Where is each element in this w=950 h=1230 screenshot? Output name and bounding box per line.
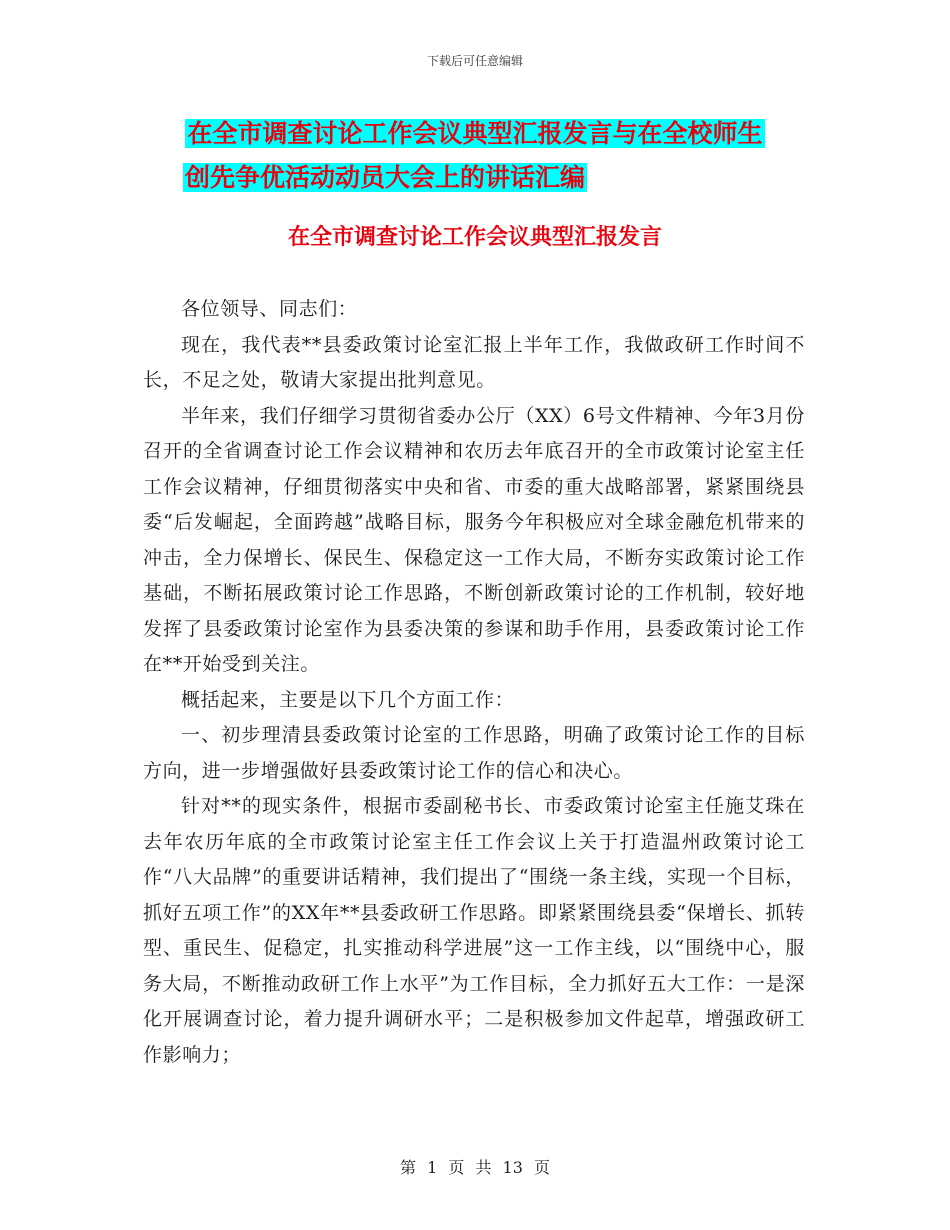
paragraph: 一、初步理清县委政策讨论室的工作思路，明确了政策讨论工作的目标方向，进一步增强做好县委政策讨论工作的信心和决心。 xyxy=(143,724,805,782)
paragraph: 现在，我代表**县委政策讨论室汇报上半年工作，我做政研工作时间不长，不足之处，敬请大家提出批判意见。 xyxy=(143,333,805,391)
paragraph: 针对**的现实条件，根据市委副秘书长、市委政策讨论室主任施艾珠在去年农历年底的全市政策讨论室主任工作会议上关于打造温州政策讨论工作“八大品牌”的重要讲话精神，我们提出了“围绕一条主线，实现一个目标，抓好五项工作”的XX年**县委政研工作思路。即紧紧围绕县委“保增长、抓转型、重民生、促稳定，扎实推动科学进展”这一工作主线，以“围绕中心，服务大局，不断推动政研工作上水平”为工作目标，全力抓好五大工作：一是深化开展调查讨论，着力提升调研水平；二是积极参加文件起草，增强政研工作影响力； xyxy=(143,795,805,1066)
document-title-line-1 xyxy=(0,112,950,156)
document-title-line-2 xyxy=(0,156,860,200)
page-footer: 第 1 页 共 13 页 xyxy=(400,1158,550,1177)
paragraph: 各位领导、同志们： xyxy=(181,298,358,320)
document-title-line-2-text: 创先争优活动动员大会上的讲话汇编 xyxy=(184,163,585,192)
paragraph: 概括起来，主要是以下几个方面工作： xyxy=(181,688,515,711)
document-title-line-1-text: 在全市调查讨论工作会议典型汇报发言与在全校师生 xyxy=(187,119,763,148)
document-body xyxy=(143,292,805,1073)
paragraph: 半年来，我们仔细学习贯彻省委办公厅（XX）6号文件精神、今年3月份召开的全省调查讨论工作会议精神和农历去年底召开的全市政策讨论室主任工作会议精神，仔细贯彻落实中央和省、市委的重大战略部署，紧紧围绕县委“后发崛起，全面跨越”战略目标，服务今年积极应对全球金融危机带来的冲击，全力保增长、保民生、保稳定这一工作大局，不断夯实政策讨论工作基础，不断拓展政策讨论工作思路，不断创新政策讨论的工作机制，较好地发挥了县委政策讨论室作为县委决策的参谋和助手作用，县委政策讨论工作在**开始受到关注。 xyxy=(143,404,805,675)
header-note: 下载后可任意编辑 xyxy=(426,54,523,68)
section-heading: 在全市调查讨论工作会议典型汇报发言 xyxy=(287,225,662,250)
